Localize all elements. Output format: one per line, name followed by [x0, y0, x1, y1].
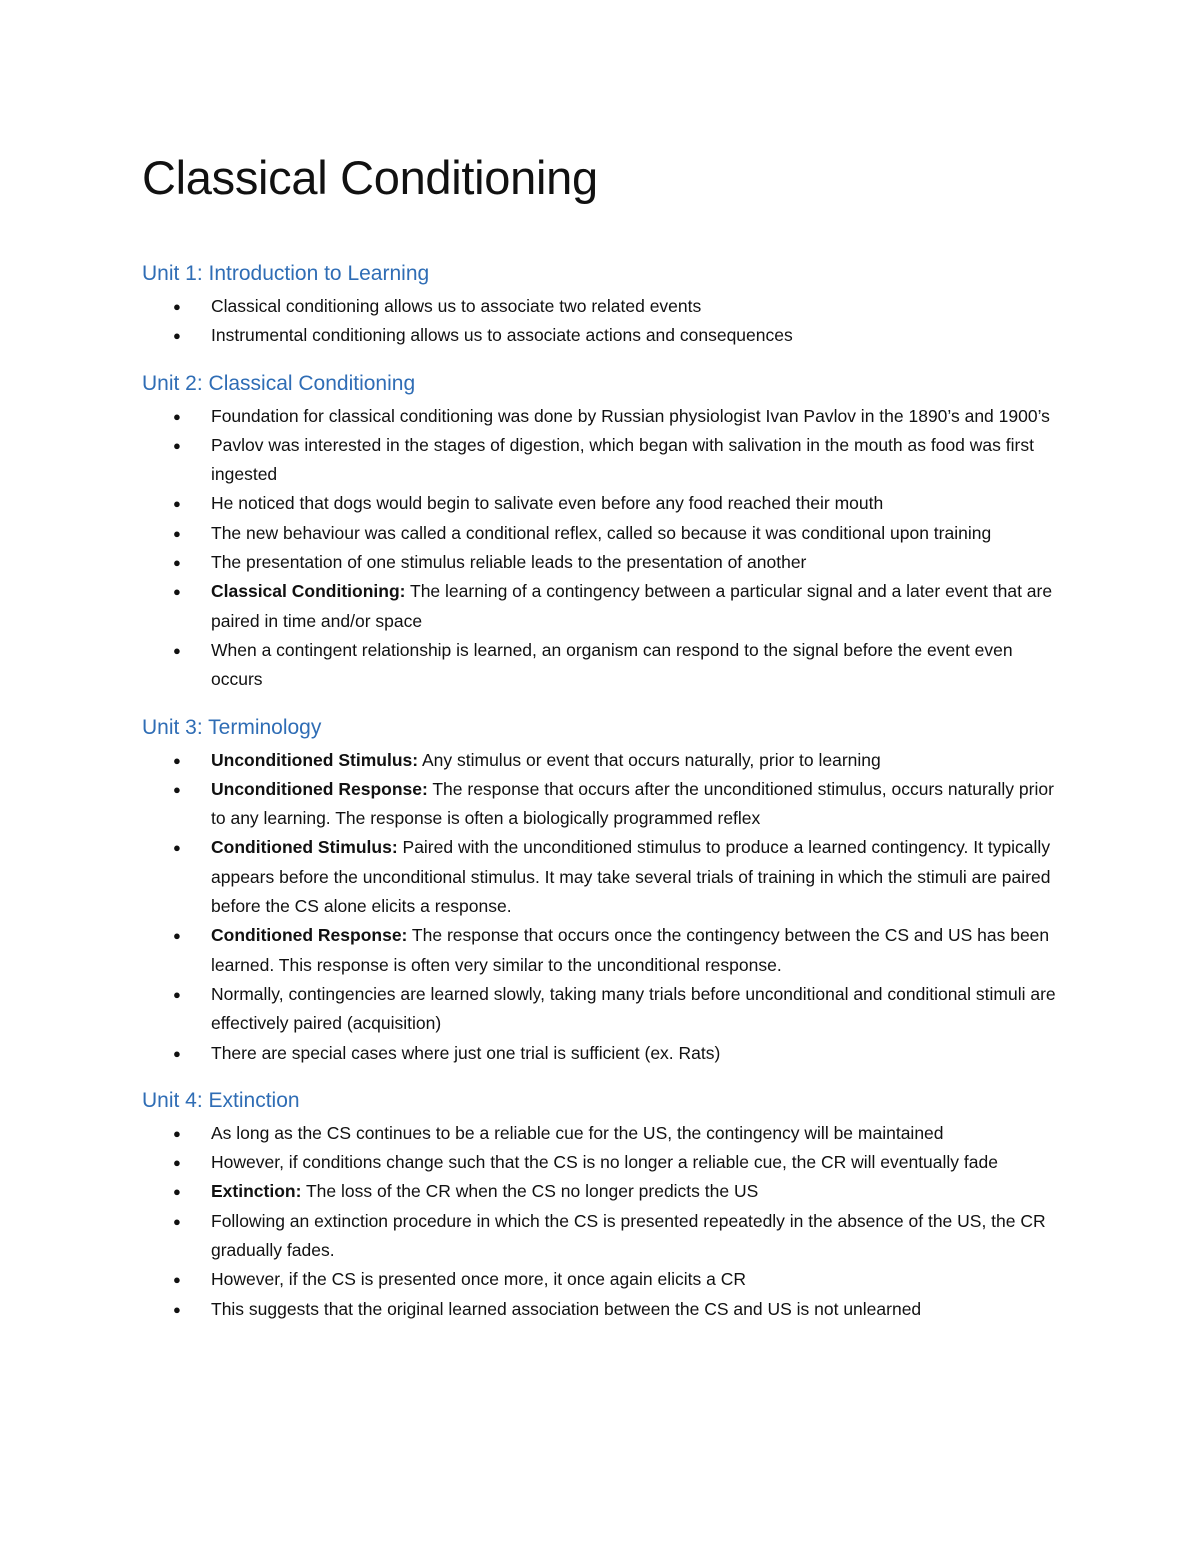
list-item — [142, 746, 1062, 775]
list-item — [142, 1265, 1062, 1294]
bullet-icon: ● — [173, 642, 181, 658]
term-label: Conditioned Response: — [211, 925, 408, 946]
bullet-icon: ● — [173, 1272, 181, 1288]
item-text: However, if the CS is presented once more, it once again elicits a CR — [211, 1269, 746, 1290]
item-text: There are special cases where just one trial is sufficient (ex. Rats) — [211, 1042, 721, 1063]
item-text: The learning of a contingency between a particular signal and a later event that are paired in time and/or space — [211, 581, 1053, 631]
bullet-icon: ● — [173, 1125, 181, 1141]
item-text: However, if conditions change such that the CS is no longer a reliable cue, the CR will eventually fade — [211, 1152, 998, 1173]
list-item — [142, 1148, 1062, 1177]
bullet-icon: ● — [173, 496, 181, 512]
section-unit-2 — [142, 370, 1062, 695]
item-text: Foundation for classical conditioning was done by Russian physiologist Ivan Pavlov in the 1890’s and 1900’s — [211, 405, 1050, 426]
bullet-icon: ● — [173, 555, 181, 571]
item-text: Pavlov was interested in the stages of digestion, which began with salivation in the mouth as food was first ingested — [211, 434, 1034, 485]
document-page — [142, 150, 1062, 1343]
bullet-icon: ● — [173, 1213, 181, 1229]
bullet-list — [142, 402, 1062, 695]
bullet-icon: ● — [173, 299, 181, 314]
list-item — [142, 548, 1062, 577]
bullet-icon: ● — [173, 781, 181, 797]
item-text: The response that occurs after the unconditioned stimulus, occurs naturally prior to any learning. The response is often a biologically programmed reflex — [211, 778, 1054, 829]
section-heading: Unit 1: Introduction to Learning — [142, 262, 430, 285]
item-text: This suggests that the original learned association between the CS and US is not unlearned — [211, 1298, 922, 1319]
document-title: Classical Conditioning — [142, 151, 598, 204]
list-item — [142, 775, 1062, 834]
term-label: Extinction: — [211, 1181, 302, 1202]
term-label: Classical Conditioning: — [211, 581, 406, 602]
section-heading: Unit 4: Extinction — [142, 1088, 300, 1112]
list-item — [142, 1039, 1062, 1068]
item-text: He noticed that dogs would begin to salivate even before any food reached their mouth — [211, 493, 884, 514]
bullet-icon: ● — [173, 437, 181, 453]
item-text: Paired with the unconditioned stimulus to produce a learned contingency. It typically appears before the unconditional stimulus. It may take several trials of training in which the stimuli are paired before the CS alone elicits a response. — [211, 837, 1051, 917]
bullet-icon: ● — [173, 328, 181, 344]
bullet-icon: ● — [173, 1155, 181, 1171]
term-label: Conditioned Stimulus: — [211, 837, 398, 858]
sections-container — [142, 260, 1062, 1324]
list-item — [142, 636, 1062, 695]
list-item — [142, 431, 1062, 490]
item-text: Normally, contingencies are learned slowly, taking many trials before unconditional and conditional stimuli are effectively paired (acquisition) — [211, 983, 1056, 1034]
bullet-icon: ● — [173, 1301, 181, 1317]
item-text: The response that occurs once the contingency between the CS and US has been learned. This response is often very similar to the unconditional response. — [211, 925, 1050, 975]
list-item — [142, 489, 1062, 518]
bullet-icon: ● — [173, 525, 181, 541]
bullet-icon: ● — [173, 752, 181, 768]
section-unit-3 — [142, 714, 1062, 1068]
bullet-icon: ● — [173, 1045, 181, 1061]
list-item — [142, 980, 1062, 1039]
bullet-list — [142, 1119, 1062, 1324]
bullet-icon: ● — [173, 1184, 181, 1200]
item-text: Any stimulus or event that occurs naturally, prior to learning — [418, 749, 881, 770]
section-unit-4 — [142, 1087, 1062, 1324]
item-text: The presentation of one stimulus reliable leads to the presentation of another — [211, 552, 807, 573]
item-text: When a contingent relationship is learned, an organism can respond to the signal before the event even occurs — [211, 639, 1013, 690]
list-item — [142, 1295, 1062, 1324]
list-item — [142, 519, 1062, 548]
bullet-icon: ● — [173, 928, 181, 944]
item-text: The loss of the CR when the CS no longer predicts the US — [301, 1181, 759, 1202]
bullet-icon: ● — [173, 408, 181, 424]
item-text: Classical conditioning allows us to associate two related events — [211, 296, 702, 316]
list-item — [142, 1119, 1062, 1148]
list-item — [142, 402, 1062, 431]
section-heading: Unit 2: Classical Conditioning — [142, 371, 416, 395]
section-heading: Unit 3: Terminology — [142, 715, 322, 739]
section-unit-1 — [142, 260, 1062, 351]
list-item — [142, 577, 1062, 636]
bullet-list — [142, 292, 1062, 351]
item-text: Instrumental conditioning allows us to associate actions and consequences — [211, 325, 793, 346]
item-text: The new behaviour was called a conditional reflex, called so because it was conditional upon training — [211, 522, 992, 543]
bullet-list — [142, 746, 1062, 1068]
list-item — [142, 833, 1062, 921]
item-text: Following an extinction procedure in which the CS is presented repeatedly in the absence of the US, the CR gradually fades. — [211, 1210, 1046, 1261]
list-item — [142, 292, 1062, 321]
bullet-icon: ● — [173, 584, 181, 600]
bullet-icon: ● — [173, 986, 181, 1002]
bullet-icon: ● — [173, 840, 181, 856]
list-item — [142, 921, 1062, 980]
item-text: As long as the CS continues to be a reliable cue for the US, the contingency will be maintained — [211, 1122, 944, 1143]
term-label: Unconditioned Stimulus: — [211, 749, 419, 770]
term-label: Unconditioned Response: — [211, 778, 428, 799]
list-item — [142, 1207, 1062, 1266]
list-item — [142, 1177, 1062, 1206]
list-item — [142, 321, 1062, 350]
